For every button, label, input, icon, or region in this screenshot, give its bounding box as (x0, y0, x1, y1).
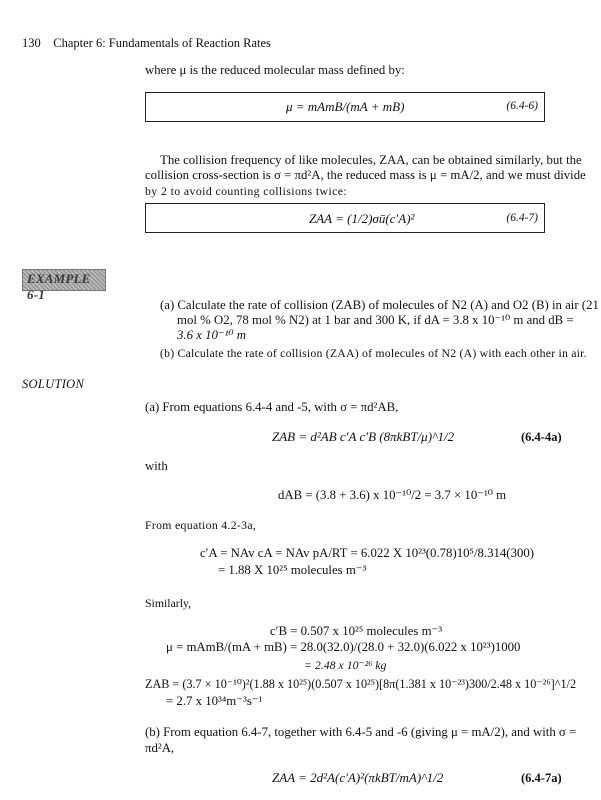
equation-label-6-4-4a: (6.4-4a) (521, 430, 562, 444)
example-part-b: (b) Calculate the rate of collision (ZAA) of molecules of N2 (A) with each other in air. (160, 346, 587, 360)
page-number: 130 (22, 36, 41, 50)
zab-equation-line-1: ZAB = (3.7 × 10⁻¹⁰)²(1.88 x 10²⁵)(0.507 x 10²⁵)[8π(1.381 x 10⁻²³)300/2.48 x 10⁻²⁶]^1/2 (145, 677, 577, 691)
equation-label-6-4-6: (6.4-6) (506, 100, 538, 112)
equation-label-6-4-7a: (6.4-7a) (521, 771, 562, 785)
dab-equation: dAB = (3.8 + 3.6) x 10⁻¹⁰/2 = 3.7 × 10⁻¹⁰ m (278, 488, 507, 502)
equation-label-6-4-7: (6.4-7) (506, 212, 538, 224)
example-banner (22, 269, 106, 302)
equation-box-6-4-7 (145, 203, 545, 233)
similarly-label: Similarly, (145, 596, 192, 610)
solution-part-b-line-2: πd²A, (145, 741, 175, 755)
equation-6-4-6: μ = mAmB/(mA + mB) (286, 99, 405, 114)
solution-heading: SOLUTION (22, 377, 85, 391)
zab-equation-line-2: = 2.7 x 10³⁴m⁻³s⁻¹ (166, 694, 263, 708)
mu-equation-line-1: μ = mAmB/(mA + mB) = 28.0(32.0)/(28.0 + 32.0)(6.022 x 10²³)1000 (166, 640, 521, 654)
equation-6-4-7a: ZAA = 2d²A(c′A)²(πkBT/mA)^1/2 (272, 770, 444, 785)
example-part-a-line-3: 3.6 x 10⁻¹⁰ m (177, 328, 247, 342)
running-title: Chapter 6: Fundamentals of Reaction Rates (53, 36, 271, 50)
cb-equation: c′B = 0.507 x 10²⁵ molecules m⁻³ (270, 624, 443, 638)
solution-part-a-intro: (a) From equations 6.4-4 and -5, with σ = πd²AB, (145, 400, 399, 414)
ca-equation-line-2: = 1.88 X 10²⁵ molecules m⁻³ (218, 563, 367, 577)
example-banner-text: EXAMPLE 6-1 (27, 271, 91, 302)
example-part-a-line-1: (a) Calculate the rate of collision (ZAB) of molecules of N2 (A) and O2 (B) in air (21 (160, 298, 599, 312)
solution-part-b-line-1: (b) From equation 6.4-7, together with 6.4-5 and -6 (giving μ = mA/2), and with σ = (145, 725, 577, 739)
running-header (22, 36, 271, 51)
like-molecules-line-1: The collision frequency of like molecules, ZAA, can be obtained similarly, but the (160, 153, 582, 167)
mu-equation-line-2: = 2.48 x 10⁻²⁶ kg (304, 658, 387, 672)
ca-equation-line-1: c′A = NAv cA = NAv pA/RT = 6.022 X 10²³(0.78)10⁵/8.314(300) (200, 546, 535, 560)
equation-box-6-4-6 (145, 92, 545, 122)
like-molecules-line-3: by 2 to avoid counting collisions twice: (145, 184, 348, 198)
equation-6-4-4a: ZAB = d²AB c′A c′B (8πkBT/μ)^1/2 (272, 429, 455, 444)
example-part-a-line-2: mol % O2, 78 mol % N2) at 1 bar and 300 K, if dA = 3.8 x 10⁻¹⁰ m and dB = (177, 313, 574, 327)
from-equation-label: From equation 4.2-3a, (145, 518, 257, 532)
intro-line: where μ is the reduced molecular mass defined by: (145, 63, 405, 77)
like-molecules-line-2: collision cross-section is σ = πd²A, the reduced mass is μ = mA/2, and we must divide (145, 168, 586, 182)
with-label: with (145, 459, 168, 473)
equation-6-4-7: ZAA = (1/2)σū(c′A)² (309, 211, 415, 226)
